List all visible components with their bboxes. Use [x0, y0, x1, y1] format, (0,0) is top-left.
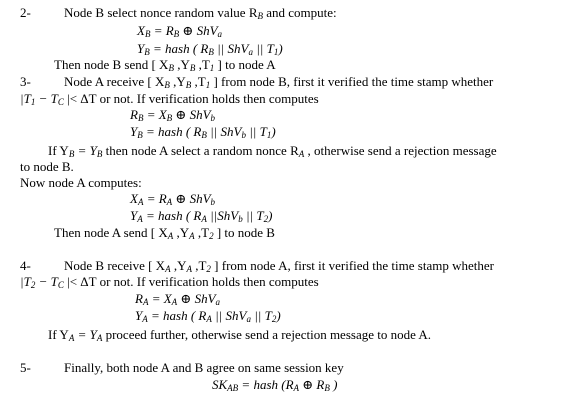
step2-eq-yb: $Y_B$ = hash ( $R_B$ || ShV$_a$ || $T_1$) [137, 41, 283, 57]
step4-condition: If $Y_A = Y_A$ proceed further, otherwise send a rejection message to node A. [48, 327, 432, 343]
step3-eq-ya: $Y_A$ = hash ( $R_A$ ||ShV$_b$ || $T_2$) [130, 208, 273, 224]
step3-eq-xa: $X_A = R_A$ ⊕ ShV$_b$ [130, 191, 216, 207]
step2-number: 2- [20, 5, 31, 20]
step4-eq-ya: $Y_A$ = hash ( $R_A$ || ShV$_a$ || $T_2$) [135, 308, 281, 324]
step5-session-key-eq: $SK_{AB}$ = hash ($R_A$ ⊕ $R_B$ ) [212, 377, 338, 393]
step4-timestamp-check: $|T_2 - T_C$ |< ΔT or not. If verification holds then computes [20, 274, 319, 290]
step3-send: Then node A send [ $X_A$ $,Y_A$ $,T_2$ ] to node B [54, 225, 275, 241]
step3-intro: Node A receive [ $X_B$ $,Y_B$ $,T_1$ ] from node B, first it verified the time stamp whether [64, 74, 494, 90]
step3-to-node-b: to node B. [20, 159, 74, 174]
step3-eq-yb: $Y_B$ = hash ( $R_B$ || ShV$_b$ || $T_1$) [130, 124, 276, 140]
step3-timestamp-check: $|T_1 - T_C$ |< ΔT or not. If verification holds then computes [20, 91, 319, 107]
step4-number: 4- [20, 258, 31, 273]
step2-send: Then node B send [ $X_B$ $,Y_B$ $,T_1$ ] to node A [54, 57, 276, 73]
step3-condition: If $Y_B = Y_B$ then node A select a random nonce $R_A$ , otherwise send a rejection message [48, 143, 497, 159]
step3-eq-rb: $R_B = X_B$ ⊕ ShV$_b$ [130, 107, 216, 123]
step3-now: Now node A computes: [20, 175, 142, 190]
step5-number: 5- [20, 360, 31, 375]
step2-eq-xb: $X_B = R_B$ ⊕ ShV$_a$ [137, 23, 223, 39]
step3-number: 3- [20, 74, 31, 89]
step2-intro: Node B select nonce random value $R_B$ and compute: [64, 5, 337, 21]
step5-text: Finally, both node A and B agree on same session key [64, 360, 344, 375]
step4-intro: Node B receive [ $X_A$ $,Y_A$ $,T_2$ ] from node A, first it verified the time stamp whether [64, 258, 494, 274]
step4-eq-ra: $R_A = X_A$ ⊕ ShV$_a$ [135, 291, 221, 307]
